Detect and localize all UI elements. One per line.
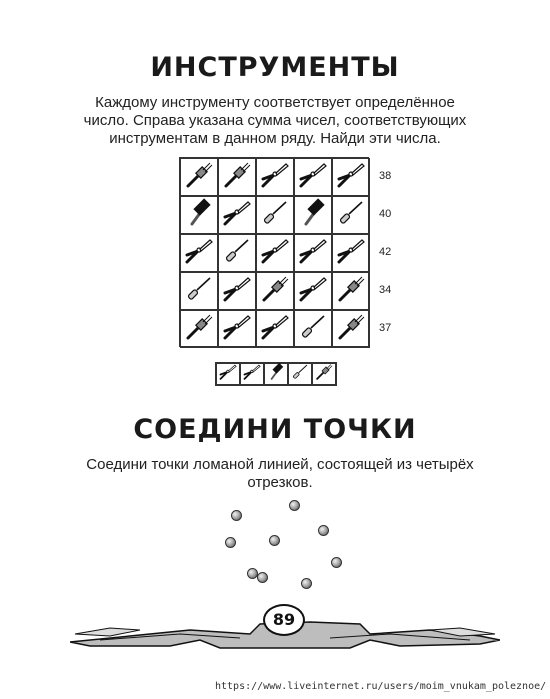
- grid-cell: [294, 310, 332, 348]
- grid-cell: [256, 234, 294, 272]
- grid-cell: [180, 234, 218, 272]
- instruction-line: инструментам в данном ряду. Найди эти числа.: [109, 130, 441, 147]
- grid-cell: [180, 272, 218, 310]
- pliers-icon: [259, 235, 291, 272]
- pliers-icon: [335, 159, 367, 196]
- brush-icon: [314, 362, 334, 387]
- grid-cell: [332, 234, 370, 272]
- hammer-icon: [297, 197, 329, 234]
- screwdriver-icon: [259, 197, 291, 234]
- tools-instructions: [0, 94, 550, 148]
- answer-cell[interactable]: [240, 363, 264, 385]
- brush-icon: [183, 311, 215, 348]
- dot[interactable]: [301, 578, 312, 589]
- pliers-icon: [259, 159, 291, 196]
- dot[interactable]: [289, 500, 300, 511]
- grid-cell: [180, 310, 218, 348]
- tools-grid: [179, 157, 369, 347]
- dots-instructions: [60, 456, 500, 492]
- grid-cell: [256, 158, 294, 196]
- row-sum: 38: [379, 170, 392, 182]
- pliers-icon: [297, 235, 329, 272]
- row-sums-column: [379, 157, 409, 347]
- brush-icon: [183, 159, 215, 196]
- grid-cell: [332, 196, 370, 234]
- grid-cell: [256, 310, 294, 348]
- instruction-line: число. Справа указана сумма чисел, соответствующих: [83, 112, 467, 129]
- grid-cell: [218, 196, 256, 234]
- brush-icon: [221, 159, 253, 196]
- grid-cell: [332, 158, 370, 196]
- grid-cell: [332, 310, 370, 348]
- grid-cell: [218, 272, 256, 310]
- source-url[interactable]: https://www.liveinternet.ru/users/moim_vnukam_poleznoe/: [215, 681, 547, 692]
- row-sum: 42: [379, 246, 392, 258]
- grid-cell: [294, 234, 332, 272]
- pliers-icon: [221, 197, 253, 234]
- answer-cell[interactable]: [264, 363, 288, 385]
- screwdriver-icon: [221, 235, 253, 272]
- pliers-icon: [242, 362, 262, 387]
- pliers-icon: [221, 311, 253, 348]
- dot[interactable]: [318, 525, 329, 536]
- instruction-line: Каждому инструменту соответствует определённое: [95, 94, 455, 111]
- grid-cell: [256, 272, 294, 310]
- answer-cell[interactable]: [288, 363, 312, 385]
- section-title-connect-dots: СОЕДИНИ ТОЧКИ: [133, 414, 417, 445]
- tools-answer-row[interactable]: [215, 362, 337, 386]
- hammer-icon: [266, 362, 286, 387]
- pliers-icon: [218, 362, 238, 387]
- grid-cell: [294, 158, 332, 196]
- screwdriver-icon: [183, 273, 215, 310]
- pliers-icon: [297, 159, 329, 196]
- row-sum: 34: [379, 284, 392, 296]
- row-sum: 37: [379, 322, 392, 334]
- grid-cell: [256, 196, 294, 234]
- pliers-icon: [221, 273, 253, 310]
- screwdriver-icon: [297, 311, 329, 348]
- brush-icon: [259, 273, 291, 310]
- grid-cell: [218, 310, 256, 348]
- instruction-line: отрезков.: [247, 474, 313, 491]
- dot[interactable]: [225, 537, 236, 548]
- dot[interactable]: [331, 557, 342, 568]
- pliers-icon: [259, 311, 291, 348]
- answer-cell[interactable]: [312, 363, 336, 385]
- dot[interactable]: [257, 572, 268, 583]
- section-title-tools: ИНСТРУМЕНТЫ: [150, 52, 400, 83]
- instruction-line: Соедини точки ломаной линией, состоящей из четырёх: [86, 456, 474, 473]
- page-number: 89: [263, 604, 305, 636]
- row-sum: 40: [379, 208, 392, 220]
- grid-cell: [218, 158, 256, 196]
- grid-cell: [294, 272, 332, 310]
- pliers-icon: [335, 235, 367, 272]
- screwdriver-icon: [290, 362, 310, 387]
- pliers-icon: [183, 235, 215, 272]
- grid-cell: [180, 158, 218, 196]
- grid-cell: [332, 272, 370, 310]
- brush-icon: [335, 311, 367, 348]
- screwdriver-icon: [335, 197, 367, 234]
- answer-cell[interactable]: [216, 363, 240, 385]
- grid-cell: [218, 234, 256, 272]
- dot[interactable]: [269, 535, 280, 546]
- brush-icon: [335, 273, 367, 310]
- grid-cell: [294, 196, 332, 234]
- hammer-icon: [183, 197, 215, 234]
- grid-cell: [180, 196, 218, 234]
- dot[interactable]: [231, 510, 242, 521]
- pliers-icon: [297, 273, 329, 310]
